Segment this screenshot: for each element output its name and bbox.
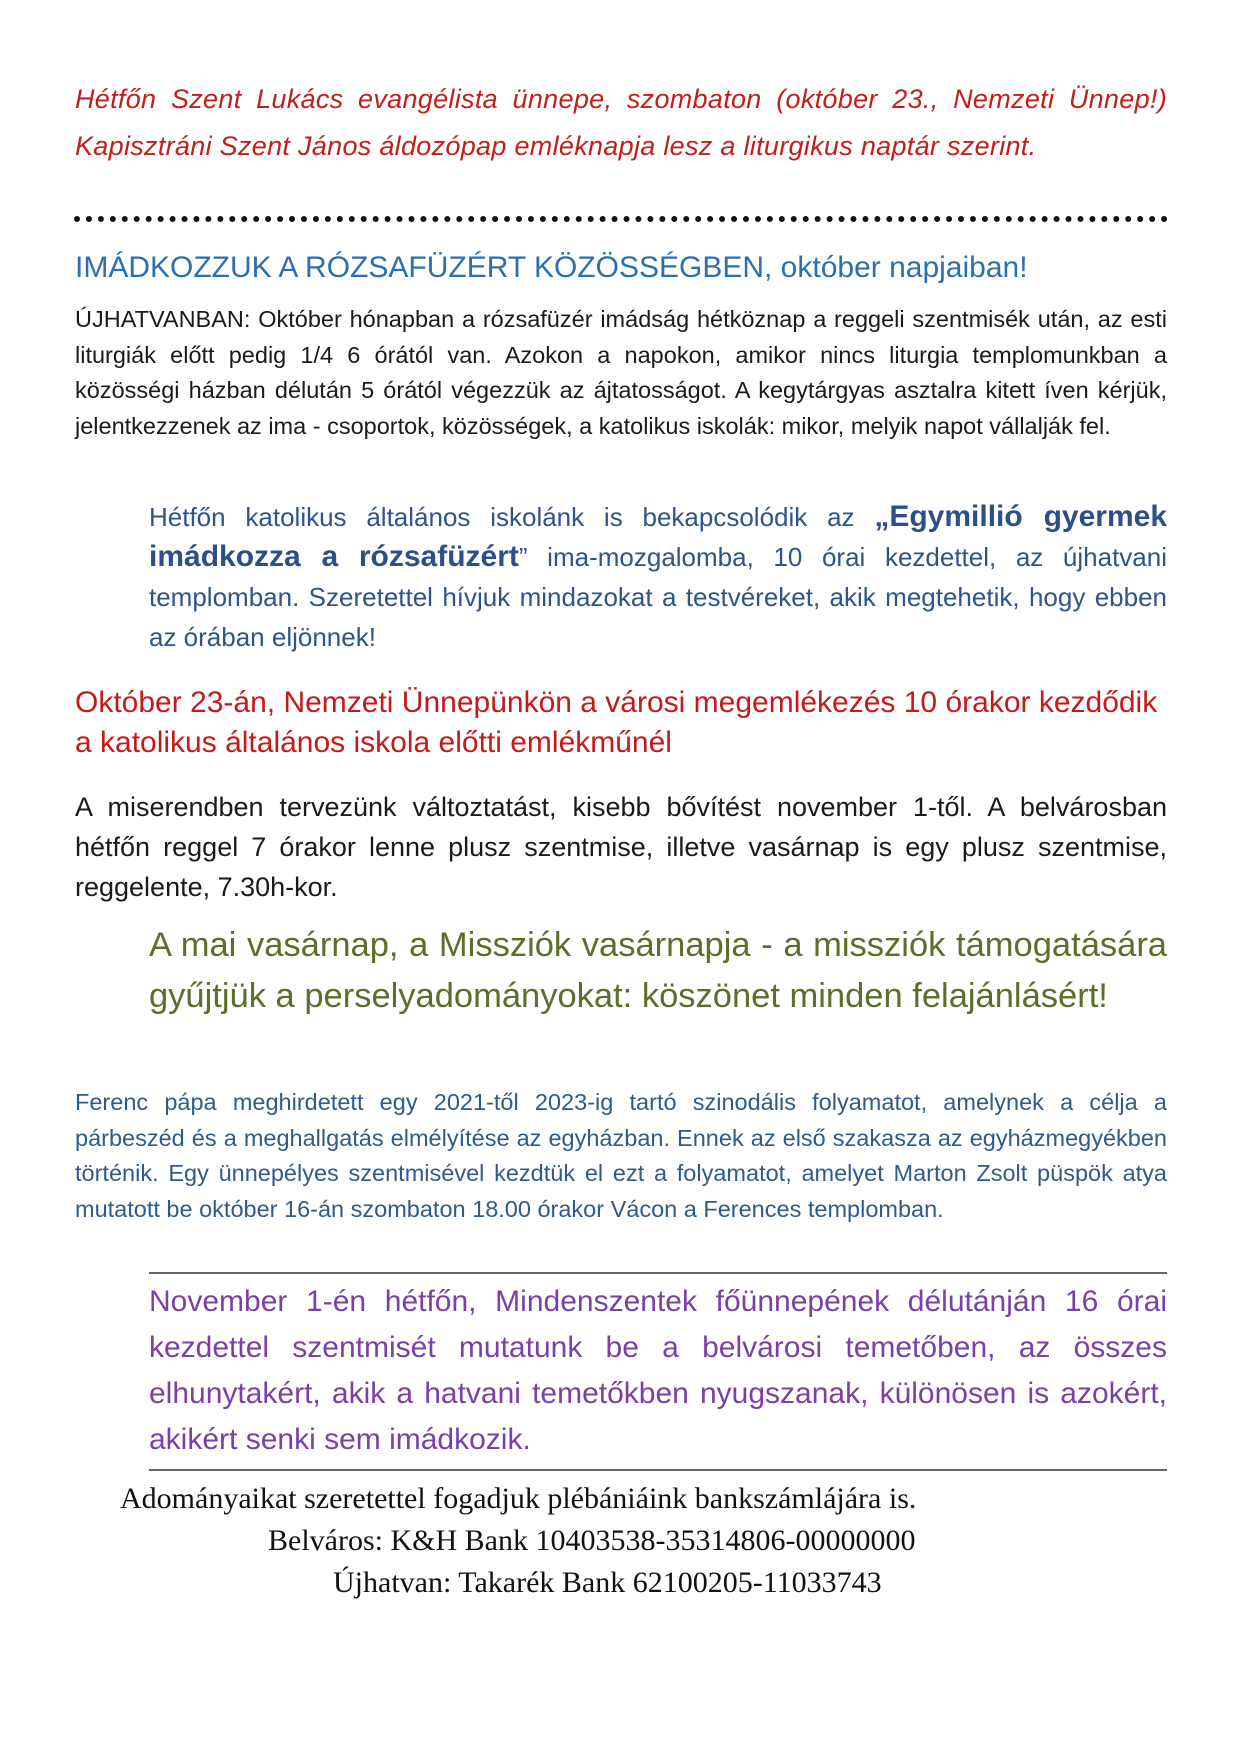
all-saints-bottom-rule	[149, 1469, 1167, 1471]
synod-paragraph: Ferenc pápa meghirdetett egy 2021-től 2023-ig tartó szinodális folyamatot, amelynek a célja a párbeszéd és a meghallgatás elmélyítése az egyházban. Ennek az első szakasza az egyházmegyékben történik. Egy ünnepélyes szentmisével kezdtük el ezt a folyamatot, amelyet Marton Zsolt püspök atya mutatott be október 16-án szombaton 18.00 órakor Vácon a Ferences templomban.	[75, 1089, 1167, 1222]
all-saints-top-rule	[149, 1272, 1167, 1274]
rosary-heading: IMÁDKOZZUK A RÓZSAFÜZÉRT KÖZÖSSÉGBEN, október napjaiban!	[75, 251, 1028, 284]
bank-account-ujhatvan: Újhatvan: Takarék Bank 62100205-11033743	[333, 1566, 882, 1599]
ujhatvan-rosary-paragraph: ÚJHATVANBAN: Október hónapban a rózsafüzér imádság hétköznap a reggeli szentmisék után, az esti liturgiák előtt pedig 1/4 6 órától van. Azokon a napokon, amikor nincs liturgia templomunkban a közösségi házban délután 5 órától végezzük az ájtatosságot. A kegytárgyas asztalra kitett íven kérjük, jelentkezzenek az ima - csoportok, közösségek, a katolikus iskolák: mikor, melyik napot vállalják fel.	[75, 306, 1167, 439]
intro-paragraph: Hétfőn Szent Lukács evangélista ünnepe, szombaton (október 23., Nemzeti Ünnep!) Kapisztráni Szent János áldozópap emléknapja lesz a liturgikus naptár szerint.	[75, 84, 1167, 161]
children-campaign-title: „Egymillió gyermek imádkozza a rózsafüzért	[149, 500, 1168, 573]
children-rosary-paragraph	[149, 497, 1167, 657]
missions-sunday-paragraph: A mai vasárnap, a Missziók vasárnapja - a missziók támogatására gyűjtjük a perselyadományokat: köszönet minden felajánlásért!	[149, 926, 1167, 1015]
national-holiday-notice: Október 23-án, Nemzeti Ünnepünkön a városi megemlékezés 10 órakor kezdődik a katolikus általános iskola előtti emlékműnél	[75, 686, 1158, 759]
children-text-pre: Hétfőn katolikus általános iskolánk is bekapcsolódik az	[149, 502, 875, 532]
dotted-divider	[74, 216, 1168, 222]
children-text-post: ” ima-mozgalomba, 10 órai kezdettel, az újhatvani templomban. Szeretettel hívjuk mindazokat a testvéreket, akik megtehetik, hogy ebben az órában eljönnek!	[149, 542, 1167, 652]
mass-order-paragraph: A miserendben tervezünk változtatást, kisebb bővítést november 1-től. A belvárosban hétfőn reggel 7 órakor lenne plusz szentmise, illetve vasárnap is egy plusz szentmise, reggelente, 7.30h-kor.	[75, 792, 1167, 902]
bank-account-belvaros: Belváros: K&H Bank 10403538-35314806-00000000	[268, 1524, 916, 1557]
all-saints-paragraph: November 1-én hétfőn, Mindenszentek főünnepének délutánján 16 órai kezdettel szentmisét mutatunk be a belvárosi temetőben, az összes elhunytakért, akik a hatvani temetőkben nyugszanak, különösen is azokért, akikért senki sem imádkozik.	[149, 1285, 1167, 1456]
donations-intro: Adományaikat szeretettel fogadjuk plébániáink bankszámlájára is.	[120, 1482, 917, 1515]
